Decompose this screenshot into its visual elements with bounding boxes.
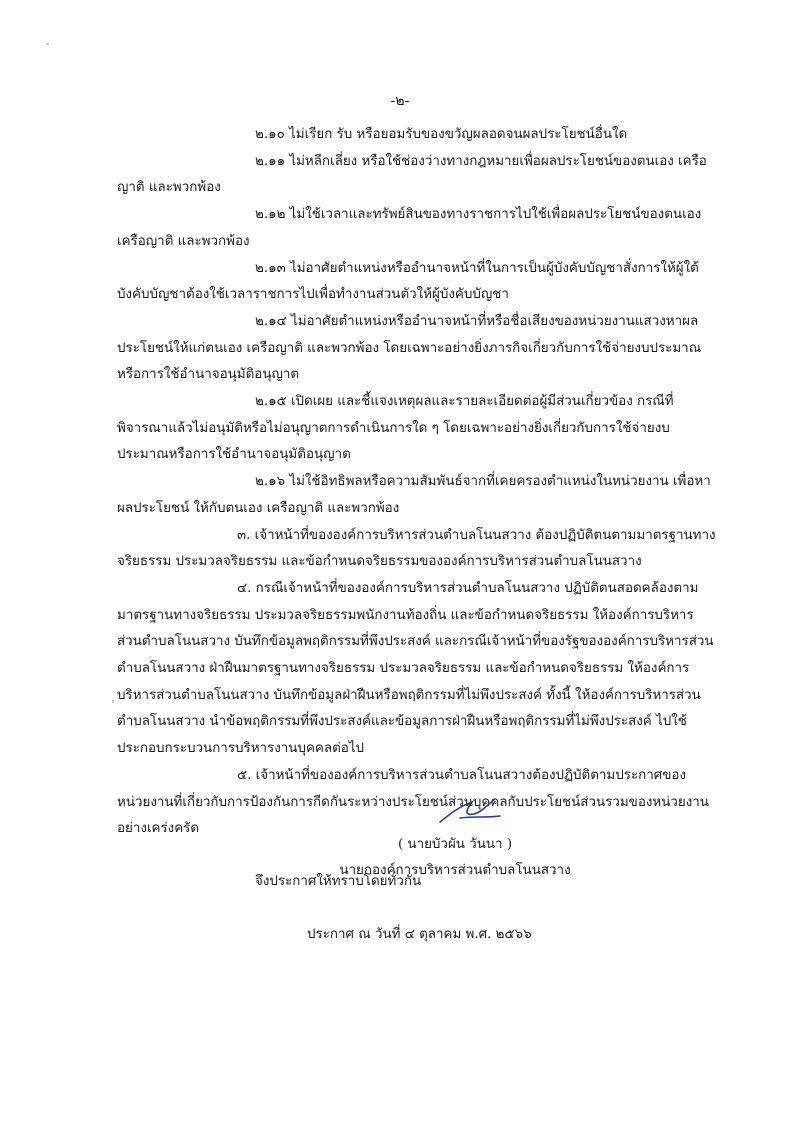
signature-block <box>290 832 620 884</box>
clause-paragraph: ๒.๑๔ ไม่อาศัยตำแหน่งหรืออำนาจหน้าที่หรือชื่อเสียงของหน่วยงานแสวงหาผลประโยชน์ให้แก่ตนเอง เครือญาติ และพวกพ้อง โดยเฉพาะอย่างยิ่งภารกิจเกี่ยวกับการใช้จ่ายงบประมาณหรือการใช้อำนาจอนุมัติอนุญาต <box>117 313 702 383</box>
page-number: -๒- <box>390 93 410 109</box>
clause-paragraph: ๒.๑๑ ไม่หลีกเลี่ยง หรือใช้ช่องว่างทางกฎหมายเพื่อผลประโยชน์ของตนเอง เครือญาติ และพวกพ้อง <box>117 153 707 196</box>
clause-paragraph: ๒.๑๒ ไม่ใช้เวลาและทรัพย์สินของทางราชการไปใช้เพื่อผลประโยชน์ของตนเอง เครือญาติ และพวกพ้อง <box>117 207 702 249</box>
scan-speck <box>46 43 49 45</box>
clause-paragraph: ๒.๑๖ ไม่ใช้อิทธิพลหรือความสัมพันธ์จากที่เคยครองตำแหน่งในหน่วยงาน เพื่อหาผลประโยชน์ ให้กับตนเอง เครือญาติ และพวกพ้อง <box>117 474 711 516</box>
paragraph-list <box>117 122 717 843</box>
announcement-date: ประกาศ ณ วันที่ ๔ ตุลาคม พ.ศ. ๒๕๖๖ <box>307 926 532 942</box>
signer-name: ( นายบัวผัน วันนา ) <box>397 837 513 852</box>
clause-paragraph: ๒.๑๕ เปิดเผย และชี้แจงเหตุผลและรายละเอียดต่อผู้มีส่วนเกี่ยวข้อง กรณีที่พิจารณาแล้วไม่อนุมัติหรือไม่อนุญาตการดำเนินการใด ๆ โดยเฉพาะอย่างยิ่งเกี่ยวกับการใช้จ่ายงบประมาณหรือการใช้อำนาจอนุมัติอนุญาต <box>117 394 674 463</box>
scan-speck <box>112 700 114 703</box>
handwritten-signature <box>430 796 510 828</box>
closing-statement: จึงประกาศให้ทราบโดยทั่วกัน <box>255 873 422 889</box>
announcement-body <box>117 122 717 948</box>
clause-paragraph: ๔. กรณีเจ้าหน้าที่ขององค์การบริหารส่วนตำบลโนนสวาง ปฏิบัติตนสอดคล้องตามมาตรฐานทางจริยธรรม ประมวลจริยธรรมพนักงานท้องถิ่น และข้อกำหนดจริยธรรม ให้องค์การบริหารส่วนตำบลโนนสวาง บันทึกข้อมูลพฤติกรรมที่พึงประสงค์ และกรณีเจ้าหน้าที่ของรัฐขององค์การบริหารส่วนตำบลโนนสวาง ฝ่าฝืนมาตรฐานทางจริยธรรม ประมวลจริยธรรม และข้อกำหนดจริยธรรม ให้องค์การบริหารส่วนตำบลโนนสวาง บันทึกข้อมูลฝ่าฝืนหรือพฤติกรรมที่ไม่พึงประสงค์ ทั้งนี้ ให้องค์การบริหารส่วนตำบลโนนสวาง นำข้อพฤติกรรมที่พึงประสงค์และข้อมูลการฝ่าฝืนหรือพฤติกรรมที่ไม่พึงประสงค์ ไปใช้ประกอบกระบวนการบริหารงานบุคคลต่อไป <box>117 580 714 757</box>
clause-paragraph: ๕. เจ้าหน้าที่ขององค์การบริหารส่วนตำบลโนนสวางต้องปฏิบัติตามประกาศของหน่วยงานที่เกี่ยวกับการป้องกันการกีดกันระหว่างประโยชน์ส่วนบุคคลกับประโยชน์ส่วนรวมของหน่วยงานอย่างเคร่งครัด <box>117 767 709 837</box>
clause-paragraph: ๓. เจ้าหน้าที่ขององค์การบริหารส่วนตำบลโนนสวาง ต้องปฏิบัติตนตามมาตรฐานทางจริยธรรม ประมวลจริยธรรม และข้อกำหนดจริยธรรมขององค์การบริหารส่วนตำบลโนนสวาง <box>117 527 716 570</box>
clause-paragraph: ๒.๑๐ ไม่เรียก รับ หรือยอมรับของขวัญผลอดจนผลประโยชน์อื่นใด <box>255 127 628 142</box>
clause-paragraph: ๒.๑๓ ไม่อาศัยตำแหน่งหรืออำนาจหน้าที่ในการเป็นผู้บังคับบัญชาสั่งการให้ผู้ใต้บังคับบัญชาต้องใช้เวลาราชการไปเพื่อทำงานส่วนตัวให้ผู้บังคับบัญชา <box>117 260 699 303</box>
signer-title: นายกองค์การบริหารส่วนตำบลโนนสวาง <box>339 863 571 878</box>
